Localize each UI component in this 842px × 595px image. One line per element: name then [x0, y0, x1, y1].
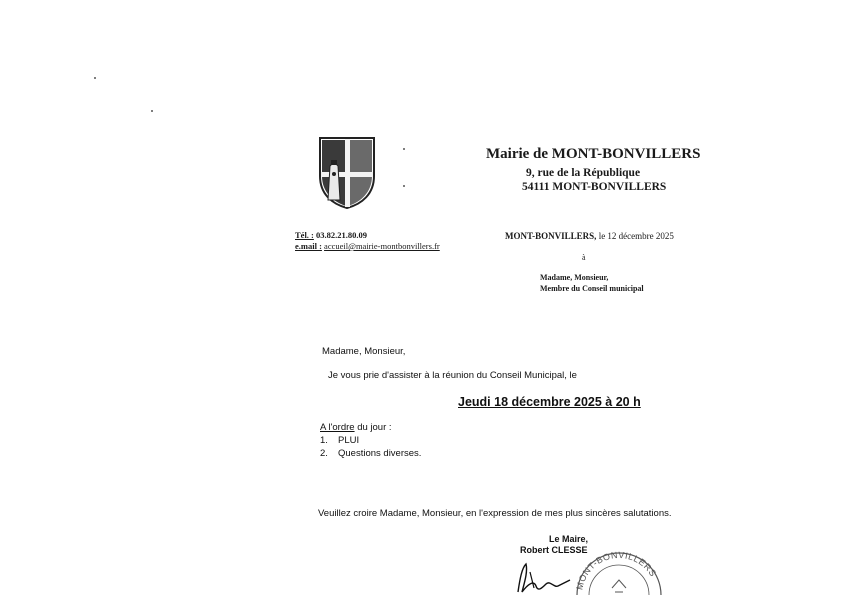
contact-block — [295, 230, 440, 252]
meeting-date: Jeudi 18 décembre 2025 à 20 h — [458, 395, 641, 409]
phone-value: 03.82.21.80.09 — [316, 230, 368, 240]
handwritten-signature — [512, 558, 572, 595]
agenda-item — [320, 448, 421, 459]
recipient-line-2: Membre du Conseil municipal — [540, 284, 644, 293]
email-line — [295, 241, 440, 252]
scan-speck — [403, 185, 405, 187]
stamp-text: MONT-BONVILLERS — [574, 550, 659, 591]
agenda-item-label: PLUI — [338, 435, 360, 446]
address-city: 54111 MONT-BONVILLERS — [522, 181, 667, 193]
dateline-date: le 12 décembre 2025 — [598, 231, 674, 241]
closing-formula: Veuillez croire Madame, Monsieur, en l'expression de mes plus sincères salutations. — [318, 508, 672, 519]
agenda-item-number: 1. — [320, 435, 328, 446]
phone-line — [295, 230, 440, 241]
agenda-item — [320, 435, 359, 446]
email-label: e.mail : — [295, 241, 322, 251]
agenda-item-number: 2. — [320, 448, 328, 459]
phone-label: Tél. : — [295, 230, 314, 240]
agenda-title — [320, 422, 392, 433]
recipient-line-1: Madame, Monsieur, — [540, 273, 609, 282]
agenda-title-underlined: A l'ordre — [320, 422, 355, 433]
email-value[interactable]: accueil@mairie-montbonvillers.fr — [324, 241, 440, 251]
dateline-city: MONT-BONVILLERS, — [505, 231, 597, 241]
dateline — [505, 231, 674, 241]
svg-text:MONT-BONVILLERS — [574, 550, 658, 591]
invitation-text: Je vous prie d'assister à la réunion du Conseil Municipal, le — [328, 370, 577, 381]
signer-name: Robert CLESSE — [520, 545, 588, 555]
agenda-title-rest: du jour : — [354, 422, 392, 433]
signer-title: Le Maire, — [549, 534, 589, 544]
agenda-item-label: Questions diverses. — [338, 448, 422, 459]
salutation: Madame, Monsieur, — [322, 346, 406, 357]
scan-speck — [94, 77, 96, 79]
scan-speck — [403, 148, 405, 150]
official-stamp — [574, 550, 664, 595]
coat-of-arms-logo — [318, 136, 376, 210]
recipient-prefix: à — [582, 253, 586, 262]
scan-speck — [151, 110, 153, 112]
mairie-title: Mairie de MONT-BONVILLERS — [486, 146, 701, 162]
address-street: 9, rue de la République — [526, 167, 641, 179]
